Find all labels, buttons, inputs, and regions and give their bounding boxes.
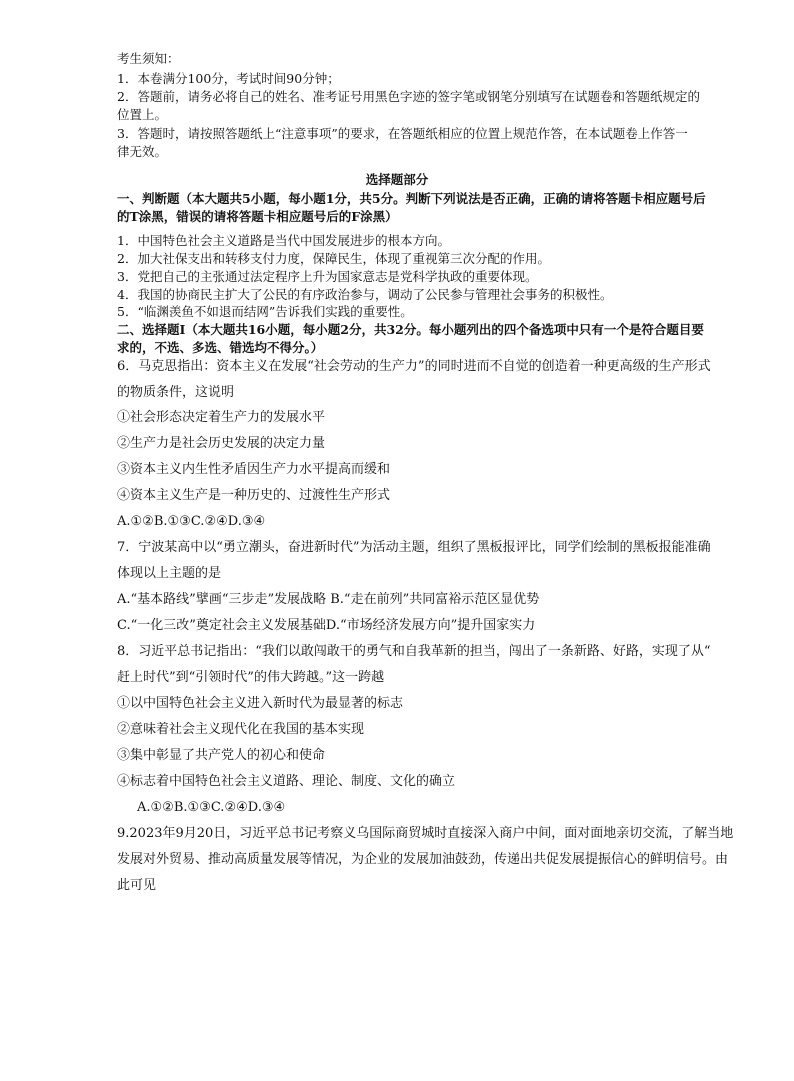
judge-item-5: 5．“临渊羡鱼不如退而结网”告诉我们实践的重要性。 (117, 304, 413, 319)
q7-answers-ab: A.“基本路线”擘画“三步走”发展战略 B.“走在前列”共同富裕示范区显优势 (117, 592, 540, 607)
q8-stem-line2: 赶上时代”到“引领时代”的伟大跨越。”这一跨越 (117, 670, 385, 685)
notice-item-3-cont: 律无效。 (117, 144, 168, 159)
section-title: 选择题部分 (365, 172, 429, 187)
q6-option-2: ②生产力是社会历史发展的决定力量 (117, 436, 326, 451)
q8-answers: A.①②B.①③C.②④D.③④ (137, 800, 286, 815)
notice-item-2: 2．答题前，请务必将自己的姓名、准考证号用黑色字迹的签字笔或钢笔分别填写在试题卷和答题纸规定的 (117, 89, 700, 104)
q8-stem-line1: 8．习近平总书记指出：“我们以敢闯敢干的勇气和自我革新的担当，闯出了一条新路、好路，实现了从“ (117, 644, 711, 659)
judge-item-4: 4．我国的协商民主扩大了公民的有序政治参与，调动了公民参与管理社会事务的积极性。 (117, 287, 613, 302)
part2-header-line2: 求的，不选、多选、错选均不得分。） (117, 340, 324, 355)
notice-item-1: 1．本卷满分100分，考试时间90分钟； (117, 71, 340, 86)
q6-option-3: ③资本主义内生性矛盾因生产力水平提高而缓和 (117, 462, 391, 477)
q7-stem-line1: 7．宁波某高中以“勇立潮头，奋进新时代”为活动主题，组织了黑板报评比，同学们绘制的黑板报能准确 (117, 540, 711, 555)
notice-item-2-cont: 位置上。 (117, 107, 168, 122)
judge-item-1: 1．中国特色社会主义道路是当代中国发展进步的根本方向。 (117, 233, 450, 248)
part1-header-line1: 一、判断题（本大题共5小题，每小题1分，共5分。判断下列说法是否正确，正确的请将答题卡相应题号后 (117, 191, 706, 206)
q8-option-2: ②意味着社会主义现代化在我国的基本实现 (117, 722, 365, 737)
q7-stem-line2: 体现以上主题的是 (117, 566, 222, 581)
judge-item-3: 3．党把自己的主张通过法定程序上升为国家意志是党科学执政的重要体现。 (117, 269, 538, 284)
q6-answers: A.①②B.①③C.②④D.③④ (117, 514, 266, 529)
q9-stem-line1: 9.2023年9月20日，习近平总书记考察义乌国际商贸城时直接深入商户中间，面对面地亲切交流，了解当地 (117, 826, 734, 841)
q8-option-1: ①以中国特色社会主义进入新时代为最显著的标志 (117, 696, 404, 711)
notice-item-3: 3．答题时，请按照答题纸上“注意事项”的要求，在答题纸相应的位置上规范作答，在本试题卷上作答一 (117, 126, 688, 141)
q8-option-4: ④标志着中国特色社会主义道路、理论、制度、文化的确立 (117, 774, 456, 789)
part2-header-line1: 二、选择题Ⅰ（本大题共16小题，每小题2分，共32分。每小题列出的四个备选项中只有一个是符合题目要 (117, 322, 704, 337)
judge-item-2: 2．加大社保支出和转移支付力度，保障民生，体现了重视第三次分配的作用。 (117, 251, 550, 266)
q6-stem-line1: 6．马克思指出：资本主义在发展“社会劳动的生产力”的同时进而不自觉的创造着一种更高级的生产形式 (117, 359, 711, 374)
q6-option-4: ④资本主义生产是一种历史的、过渡性生产形式 (117, 488, 391, 503)
q8-option-3: ③集中彰显了共产党人的初心和使命 (117, 748, 326, 763)
q7-answers-cd: C.“一化三改”奠定社会主义发展基础D.“市场经济发展方向”提升国家实力 (117, 618, 536, 633)
q9-stem-line3: 此可见 (117, 878, 157, 893)
part1-header-line2: 的T涂黑，错误的请将答题卡相应题号后的F涂黑） (117, 209, 398, 224)
notice-title: 考生须知： (117, 51, 180, 66)
q6-option-1: ①社会形态决定着生产力的发展水平 (117, 410, 326, 425)
q6-stem-line2: 的物质条件，这说明 (117, 385, 235, 400)
q9-stem-line2: 发展对外贸易、推动高质量发展等情况，为企业的发展加油鼓劲，传递出共促发展提振信心的鲜明信号。由 (117, 852, 729, 867)
